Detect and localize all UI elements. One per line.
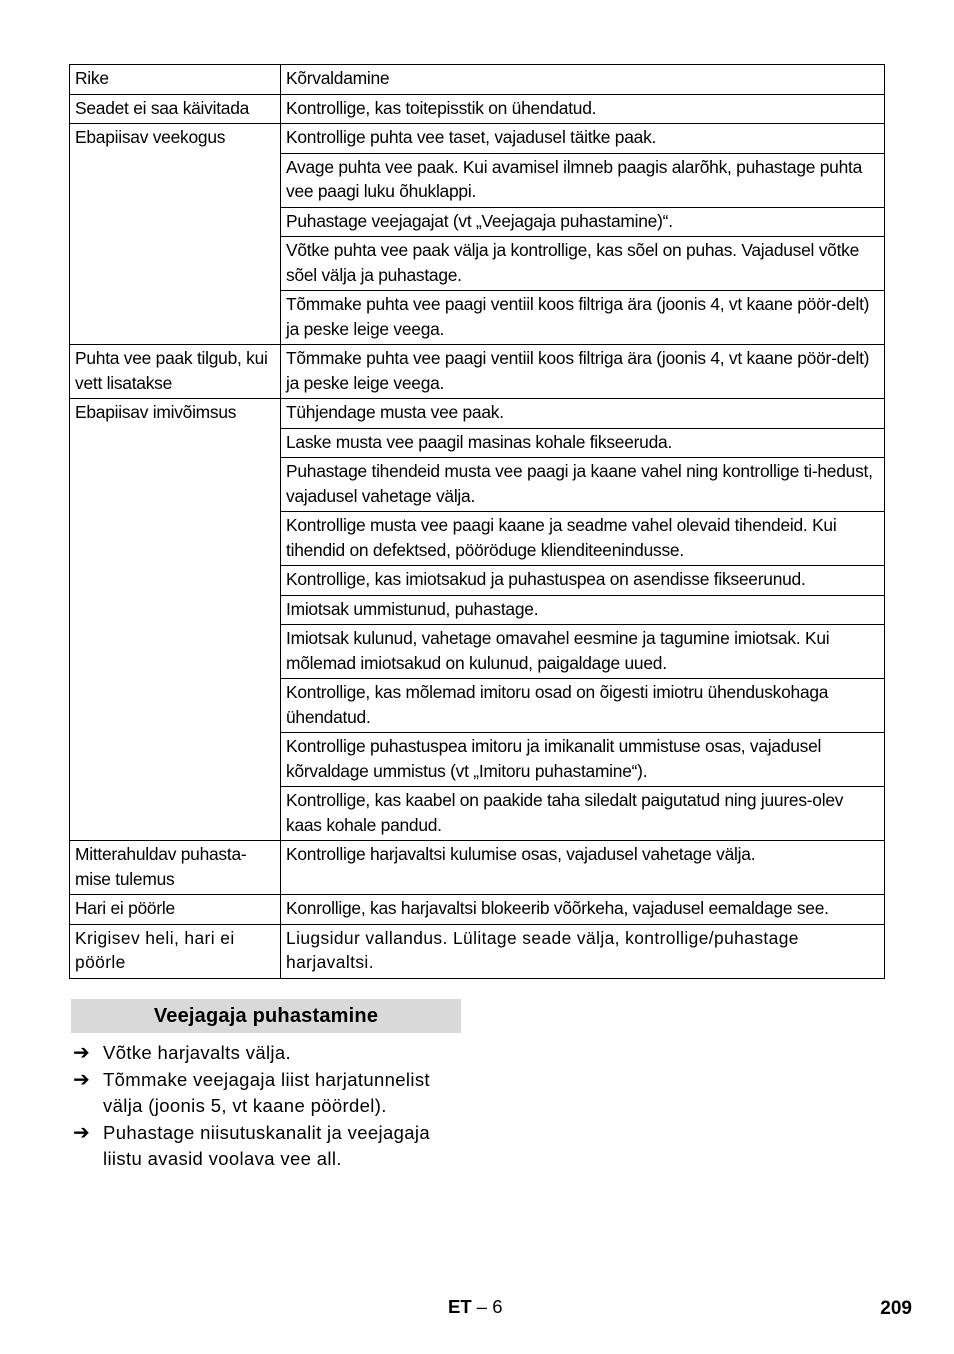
fault-cell: Ebapiisav imivõimsus	[70, 399, 281, 841]
remedy-cell: Imiotsak ummistunud, puhastage.	[281, 595, 885, 625]
step-text: Puhastage niisutuskanalit ja veejagaja liistu avasid voolava vee all.	[103, 1122, 430, 1169]
fault-cell: Hari ei pöörle	[70, 895, 281, 925]
language-code: ET	[448, 1296, 472, 1317]
remedy-cell: Kontrollige, kas toitepisstik on ühendatud.	[281, 94, 885, 124]
remedy-cell: Liugsidur vallandus. Lülitage seade välja, kontrollige/puhastage harjavaltsi.	[281, 924, 885, 978]
fault-cell: Puhta vee paak tilgub, kui vett lisatakse	[70, 345, 281, 399]
fault-cell: Seadet ei saa käivitada	[70, 94, 281, 124]
remedy-cell: Laske musta vee paagil masinas kohale fikseeruda.	[281, 428, 885, 458]
fault-cell: Mitterahuldav puhasta-mise tulemus	[70, 841, 281, 895]
remedy-cell: Tühjendage musta vee paak.	[281, 399, 885, 429]
right-arrow-icon: ➔	[73, 1069, 91, 1091]
remedy-cell: Imiotsak kulunud, vahetage omavahel eesmine ja tagumine imiotsak. Kui mõlemad imiotsakud on kulunud, paigaldage uued.	[281, 625, 885, 679]
remedy-cell: Kontrollige musta vee paagi kaane ja seadme vahel olevaid tihendeid. Kui tihendid on defektsed, pööröduge klienditeenindusse.	[281, 512, 885, 566]
remedy-cell: Puhastage tihendeid musta vee paagi ja kaane vahel ning kontrollige ti-hedust, vajadusel vahetage välja.	[281, 458, 885, 512]
remedy-cell: Tõmmake puhta vee paagi ventiil koos filtriga ära (joonis 4, vt kaane pöör-delt) ja peske leige veega.	[281, 291, 885, 345]
remedy-cell: Kontrollige puhta vee taset, vajadusel täitke paak.	[281, 124, 885, 154]
step-text: Tõmmake veejagaja liist harjatunnelist välja (joonis 5, vt kaane pöördel).	[103, 1069, 430, 1116]
remedy-cell: Kontrollige, kas mõlemad imitoru osad on õigesti imiotru ühenduskohaga ühendatud.	[281, 679, 885, 733]
list-item	[73, 1120, 463, 1172]
table-row	[70, 841, 885, 895]
table-row	[70, 94, 885, 124]
footer-language-page	[448, 1296, 503, 1318]
table-row	[70, 895, 885, 925]
step-text: Võtke harjavalts välja.	[103, 1042, 292, 1063]
remedy-cell: Kontrollige, kas kaabel on paakide taha siledalt paigutatud ning juures-olev kaas kohale pandud.	[281, 787, 885, 841]
table-row	[70, 924, 885, 978]
header-remedy: Kõrvaldamine	[281, 65, 885, 95]
remedy-cell: Konrollige, kas harjavaltsi blokeerib võõrkeha, vajadusel eemaldage see.	[281, 895, 885, 925]
list-item	[73, 1067, 463, 1119]
right-arrow-icon: ➔	[73, 1122, 91, 1144]
remedy-cell: Kontrollige puhastuspea imitoru ja imikanalit ummistuse osas, vajadusel kõrvaldage ummistus (vt „Imitoru puhastamine“).	[281, 733, 885, 787]
right-arrow-icon: ➔	[73, 1042, 91, 1064]
table-header-row	[70, 65, 885, 95]
page-number: 209	[880, 1298, 912, 1319]
fault-cell: Ebapiisav veekogus	[70, 124, 281, 345]
remedy-cell: Tõmmake puhta vee paagi ventiil koos filtriga ära (joonis 4, vt kaane pöör-delt) ja peske leige veega.	[281, 345, 885, 399]
section-heading: Veejagaja puhastamine	[71, 999, 461, 1033]
list-item	[73, 1040, 463, 1066]
remedy-cell: Puhastage veejagajat (vt „Veejagaja puhastamine)“.	[281, 207, 885, 237]
table-row	[70, 345, 885, 399]
table-row	[70, 399, 885, 429]
header-fault: Rike	[70, 65, 281, 95]
fault-cell: Krigisev heli, hari ei pöörle	[70, 924, 281, 978]
remedy-cell: Avage puhta vee paak. Kui avamisel ilmneb paagis alarõhk, puhastage puhta vee paagi luku õhuklappi.	[281, 153, 885, 207]
troubleshooting-table	[69, 64, 885, 979]
remedy-cell: Kontrollige, kas imiotsakud ja puhastuspea on asendisse fikseerunud.	[281, 566, 885, 596]
remedy-cell: Kontrollige harjavaltsi kulumise osas, vajadusel vahetage välja.	[281, 841, 885, 895]
section-page: – 6	[476, 1296, 503, 1317]
instruction-steps	[73, 1040, 463, 1173]
remedy-cell: Võtke puhta vee paak välja ja kontrollige, kas sõel on puhas. Vajadusel võtke sõel välja ja puhastage.	[281, 237, 885, 291]
table-row	[70, 124, 885, 154]
